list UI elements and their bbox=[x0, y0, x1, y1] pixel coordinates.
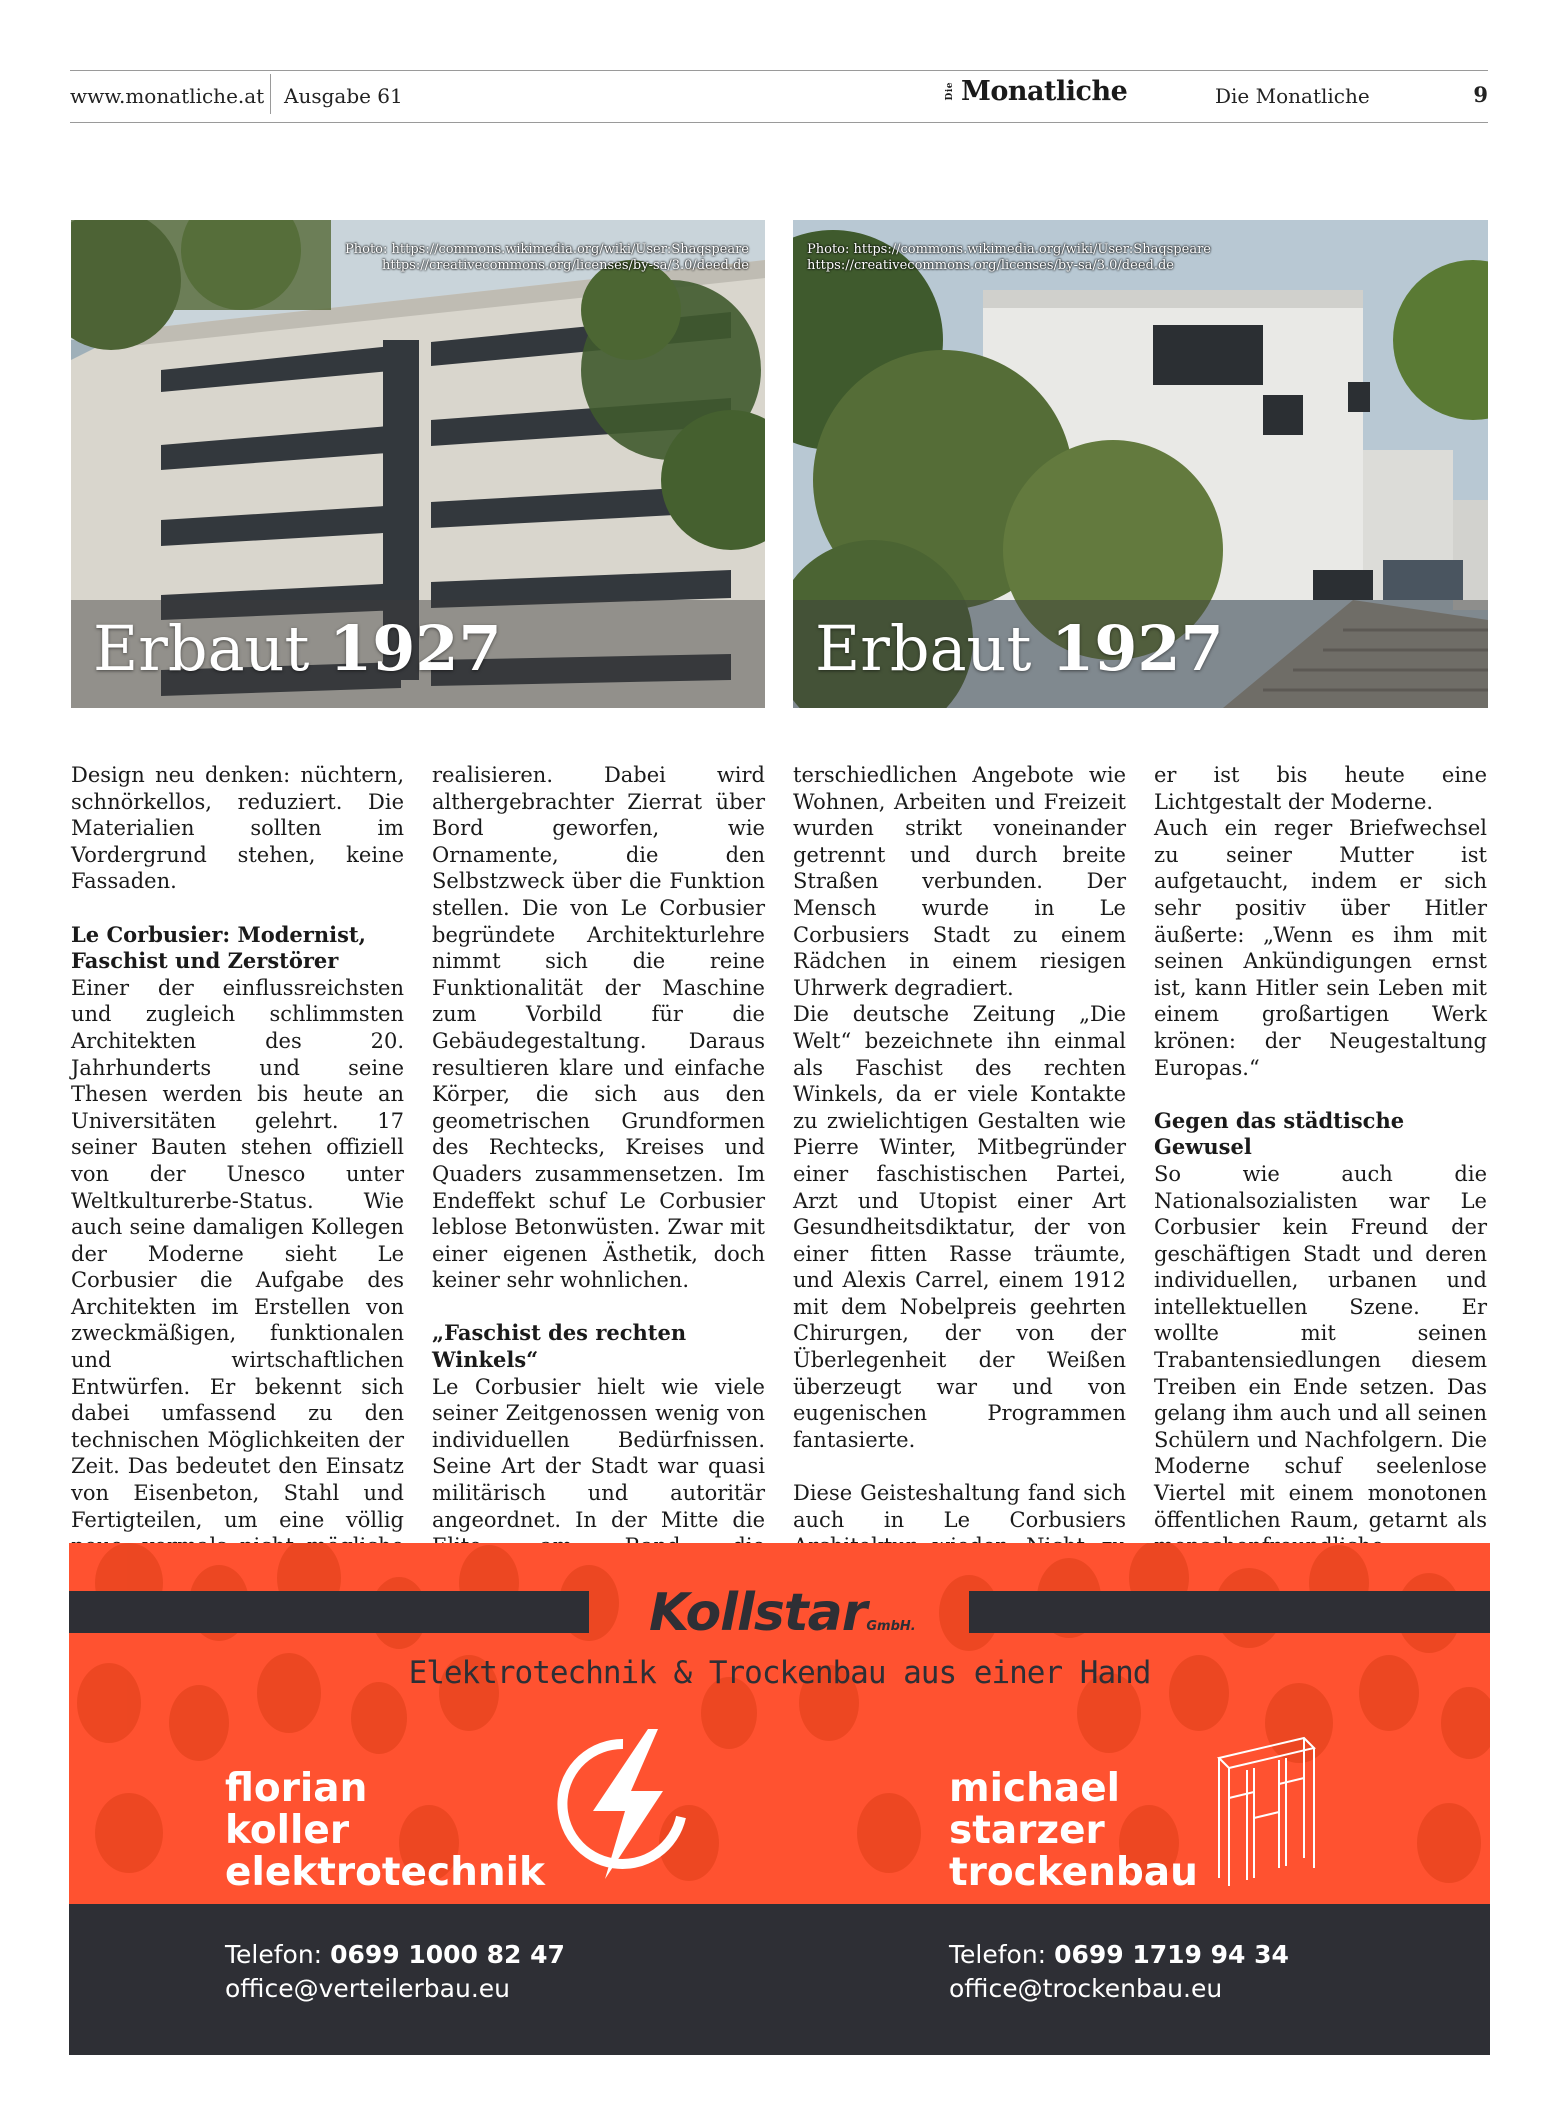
photo-building-2 bbox=[793, 220, 1488, 708]
column-4-spacer bbox=[1154, 1081, 1487, 1108]
ad-right-company-line2: starzer bbox=[949, 1808, 1105, 1853]
header-divider bbox=[270, 74, 271, 114]
ad-right-phone-row bbox=[949, 1938, 1289, 1972]
ad-left-email[interactable]: office@verteilerbau.eu bbox=[225, 1974, 510, 2003]
ad-right-company-line1: michael bbox=[949, 1766, 1121, 1811]
lightning-bolt-icon bbox=[553, 1729, 693, 1879]
article-column-3 bbox=[793, 762, 1126, 1586]
ad-brand-suffix: GmbH. bbox=[866, 1619, 916, 1634]
column-2-spacer bbox=[432, 1294, 765, 1321]
ad-right-phone[interactable]: 0699 1719 94 34 bbox=[1054, 1940, 1289, 1969]
photo-1-credit-line2[interactable]: https://creativecommons.org/licenses/by-sa/3.0/deed.de bbox=[382, 258, 749, 273]
ad-left-contact bbox=[225, 1938, 565, 2006]
ad-left-company-line3: elektrotechnik bbox=[225, 1850, 545, 1895]
column-4-heading: Gegen das städtische Gewusel bbox=[1154, 1107, 1405, 1160]
photo-2-credit-line2[interactable]: https://creativecommons.org/licenses/by-sa/3.0/deed.de bbox=[807, 258, 1174, 273]
ad-left-phone-label: Telefon: bbox=[225, 1940, 323, 1969]
drywall-frame-icon bbox=[1209, 1728, 1319, 1888]
ad-right-email[interactable]: office@trockenbau.eu bbox=[949, 1974, 1223, 2003]
ad-tagline: Elektrotechnik & Trockenbau aus einer Hand bbox=[408, 1655, 1151, 1691]
photo-2-caption bbox=[815, 612, 1224, 685]
column-3-paragraph-2: Die deutsche Zeitung „Die Welt“ bezeichnete ihn einmal als Faschist des rechten Winkels, da er viele Kontakte zu zwielichtigen Gestalten wie Pierre Winter, Mitbegründer einer faschistischen Partei, Arzt und Utopist einer Art Gesundheitsdiktatur, der von einer fitten Rasse träumte, und Alexis Carrel, einem 1912 mit dem Nobelpreis geehrten Chirurgen, der von der Überlegenheit der Weißen überzeugt war und von eugenischen Programmen fantasierte. bbox=[793, 1002, 1126, 1452]
photo-2-caption-year: 1927 bbox=[1051, 612, 1224, 685]
ad-left-company-line2: koller bbox=[225, 1808, 350, 1853]
ad-left-phone[interactable]: 0699 1000 82 47 bbox=[330, 1940, 565, 1969]
column-1-paragraph-1: Design neu denken: nüchtern, schnörkellos, reduziert. Die Materialien sollten im Vordergrund stehen, keine Fassaden. bbox=[71, 763, 404, 894]
photo-1-credit-line1[interactable]: Photo: https://commons.wikimedia.org/wiki/User:Shaqspeare bbox=[345, 242, 749, 257]
ad-right-contact bbox=[949, 1938, 1289, 2006]
column-4-paragraph-1: er ist bis heute eine Lichtgestalt der Moderne. bbox=[1154, 763, 1487, 814]
article-column-2 bbox=[432, 762, 765, 1586]
column-2-paragraph-2: Le Corbusier hielt wie viele seiner Zeitgenossen wenig von individuellen Bedürfnissen. Seine Art der Stadt war quasi militärisch und autoritär angeordnet. In der Mitte die bbox=[432, 1374, 765, 1532]
logo-name-text: Monatliche bbox=[961, 76, 1128, 107]
column-3-spacer bbox=[793, 1453, 1126, 1480]
photo-building-1 bbox=[71, 220, 765, 708]
header-bottom-rule bbox=[70, 122, 1488, 123]
photo-2-credit bbox=[807, 242, 1211, 274]
photo-1-credit bbox=[345, 242, 749, 274]
article-column-1 bbox=[71, 762, 404, 1586]
page-header bbox=[70, 70, 1488, 122]
ad-brand-logo bbox=[649, 1583, 916, 1643]
photo-2-credit-line1[interactable]: Photo: https://commons.wikimedia.org/wiki/User:Shaqspeare bbox=[807, 242, 1211, 257]
paper-name: Die Monatliche bbox=[1215, 84, 1370, 108]
column-4-paragraph-2: Auch ein reger Briefwechsel zu seiner Mutter ist aufgetaucht, indem er sich sehr positiv über Hitler äußerte: „Wenn es ihm mit seinen Ankündigungen ernst ist, kann Hitler sein Leben mit einem großartigen Werk krönen: der Neugestaltung Europas.“ bbox=[1154, 816, 1487, 1080]
photo-2-caption-word: Erbaut bbox=[815, 612, 1032, 685]
ad-right-phone-label: Telefon: bbox=[949, 1940, 1047, 1969]
ad-contact-bar bbox=[69, 1904, 1490, 2055]
ad-left-phone-row bbox=[225, 1938, 565, 1972]
column-1-spacer bbox=[71, 895, 404, 922]
page-number: 9 bbox=[1473, 82, 1488, 107]
ad-right-company bbox=[949, 1768, 1198, 1894]
column-1-heading: Le Corbusier: Modernist, Faschist und Zerstörer bbox=[71, 921, 366, 974]
issue-number: Ausgabe 61 bbox=[284, 84, 403, 108]
ad-right-company-line3: trockenbau bbox=[949, 1850, 1198, 1895]
website-link[interactable]: www.monatliche.at bbox=[70, 84, 265, 108]
photo-1-caption-year: 1927 bbox=[329, 612, 502, 685]
ad-brand-name: Kollstar bbox=[649, 1583, 867, 1643]
advertisement-kollstar[interactable] bbox=[69, 1543, 1490, 2055]
column-4-paragraph-3: So wie auch die Nationalsozialisten war Le Corbusier kein Freund der geschäftigen Stadt und deren individuellen, urbanen und intellektuellen Szene. Er wollte mit seinen Trabantensiedlungen diesem Treiben ein Ende setzen. Das gelang ihm auch und all seinen Schülern und Nachfolgern. Die Moderne schuf seelenlose Viertel mit einem monotonen öffentlichen Raum, getarnt als bbox=[1154, 1161, 1487, 1532]
logo-die-text: Die bbox=[945, 82, 955, 101]
ad-left-bar bbox=[69, 1591, 589, 1633]
column-2-paragraph-1: realisieren. Dabei wird althergebrachter Zierrat über Bord geworfen, wie Ornamente, die den Selbstzweck über die Funktion stellen. Die von Le Corbusier begründete Architekturlehre nimmt sich die reine Funktionalität der Maschine zum Vorbild für die Gebäudegestaltung. Daraus resultieren klare und einfache Körper, die sich aus den geometrischen Grundformen des Rechtecks, Kreises und Quaders zusammensetzen. Im Endeffekt schuf Le Corbusier leblose Betonwüsten. Zwar mit einer eigenen Ästhetik, doch keiner sehr wohnlichen. bbox=[432, 763, 765, 1293]
article-column-4 bbox=[1154, 762, 1487, 1613]
column-2-heading: „Faschist des rechten Winkels“ bbox=[432, 1320, 687, 1373]
ad-left-company bbox=[225, 1768, 545, 1894]
column-3-paragraph-3: Diese Geisteshaltung fand sich auch in Le Corbusiers bbox=[793, 1481, 1126, 1532]
column-3-paragraph-1: terschiedlichen Angebote wie Wohnen, Arbeiten und Freizeit wurden strikt voneinander getrennt und durch breite Straßen verbunden. Der Mensch wurde in Le Corbusiers Stadt zu einem Rädchen in einem riesigen Uhrwerk degradiert. bbox=[793, 763, 1126, 1000]
photo-1-caption-word: Erbaut bbox=[93, 612, 310, 685]
ad-left-company-line1: florian bbox=[225, 1766, 368, 1811]
column-1-paragraph-2: Einer der einflussreichsten und zugleich schlimmsten Architekten des 20. Jahrhunderts und seine Thesen werden bis heute an Universitäten gelehrt. 17 seiner Bauten stehen offiziell von der Unesco unter Weltkulturerbe-Status. Wie auch seine damaligen Kollegen der Moderne sieht Le Corbusier die Aufgabe des Architekten im Erstellen von zweckmäßigen, funktionalen und wirtschaftlichen Entwürfen. Er bekennt sich dabei umfassend zu den technischen Möglichkeiten der Zeit. Das bedeutet den Einsatz von Eisenbeton, Stahl und Fertigteilen, um eine völlig bbox=[71, 975, 404, 1532]
photo-1-caption bbox=[93, 612, 502, 685]
ad-right-bar bbox=[969, 1591, 1490, 1633]
